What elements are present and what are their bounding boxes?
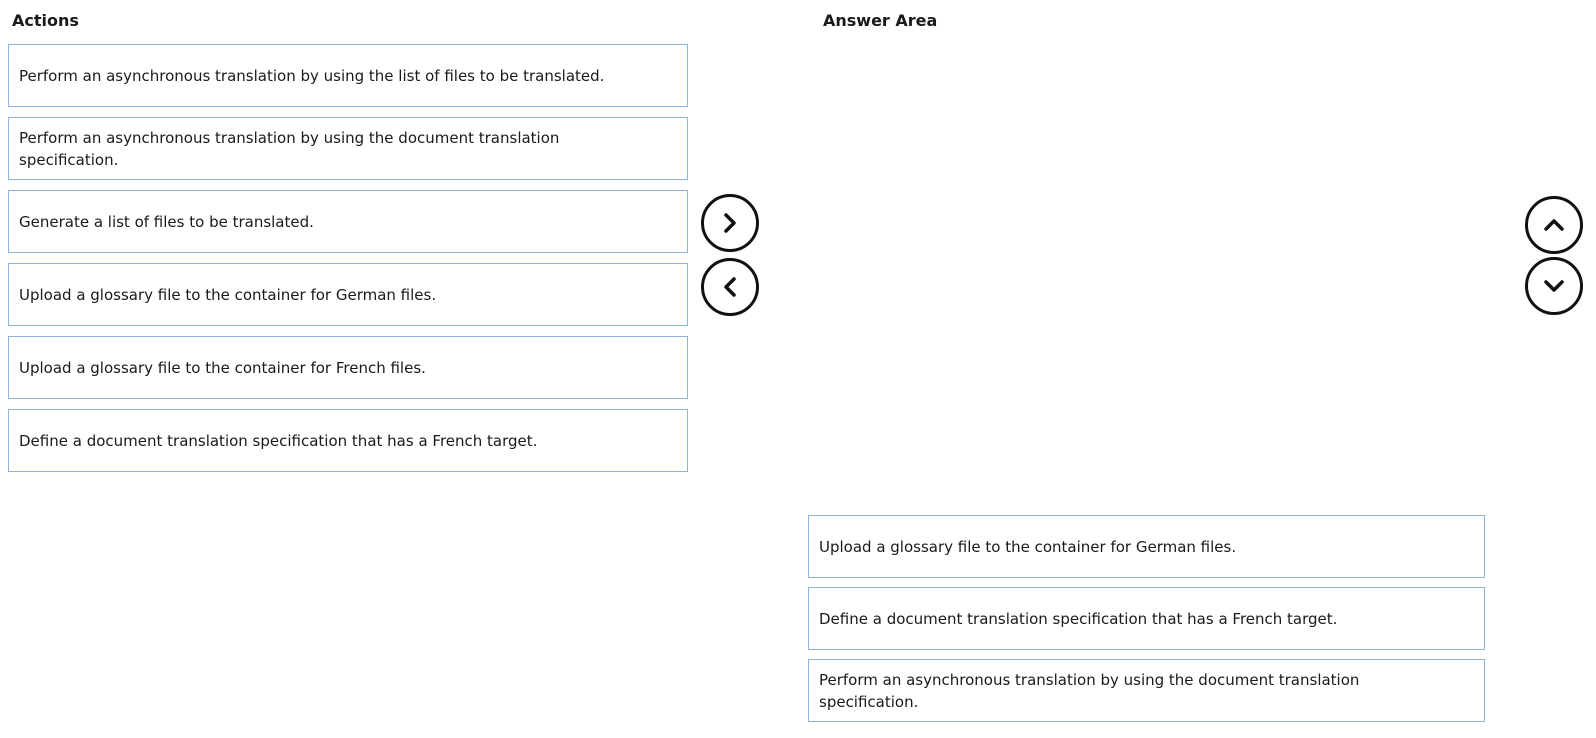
action-item-4[interactable] bbox=[8, 263, 688, 326]
action-item-2[interactable] bbox=[8, 117, 688, 180]
action-item-3[interactable] bbox=[8, 190, 688, 253]
answer-item-1[interactable] bbox=[808, 515, 1485, 578]
answer-item-label: Upload a glossary file to the container for German files. bbox=[819, 537, 1237, 556]
chevron-up-icon bbox=[1542, 213, 1566, 237]
answer-area-heading: Answer Area bbox=[823, 11, 938, 30]
actions-heading: Actions bbox=[12, 11, 79, 30]
chevron-down-icon bbox=[1542, 274, 1566, 298]
action-item-label: Define a document translation specification that has a French target. bbox=[19, 431, 538, 450]
action-item-label: Perform an asynchronous translation by using the list of files to be translated. bbox=[19, 66, 605, 85]
chevron-right-icon bbox=[718, 211, 742, 235]
action-item-label: Generate a list of files to be translated. bbox=[19, 212, 314, 231]
answer-item-label: Perform an asynchronous translation by using the document translation specification. bbox=[819, 670, 1360, 711]
action-item-1[interactable] bbox=[8, 44, 688, 107]
move-down-button[interactable] bbox=[1525, 257, 1583, 315]
chevron-left-icon bbox=[718, 275, 742, 299]
action-item-label: Upload a glossary file to the container for German files. bbox=[19, 285, 437, 304]
move-right-button[interactable] bbox=[701, 194, 759, 252]
action-item-6[interactable] bbox=[8, 409, 688, 472]
answer-item-2[interactable] bbox=[808, 587, 1485, 650]
move-up-button[interactable] bbox=[1525, 196, 1583, 254]
action-item-label: Upload a glossary file to the container for French files. bbox=[19, 358, 426, 377]
action-item-5[interactable] bbox=[8, 336, 688, 399]
move-left-button[interactable] bbox=[701, 258, 759, 316]
action-item-label: Perform an asynchronous translation by using the document translation specification. bbox=[19, 128, 560, 169]
answer-item-3[interactable] bbox=[808, 659, 1485, 722]
answer-item-label: Define a document translation specification that has a French target. bbox=[819, 609, 1338, 628]
